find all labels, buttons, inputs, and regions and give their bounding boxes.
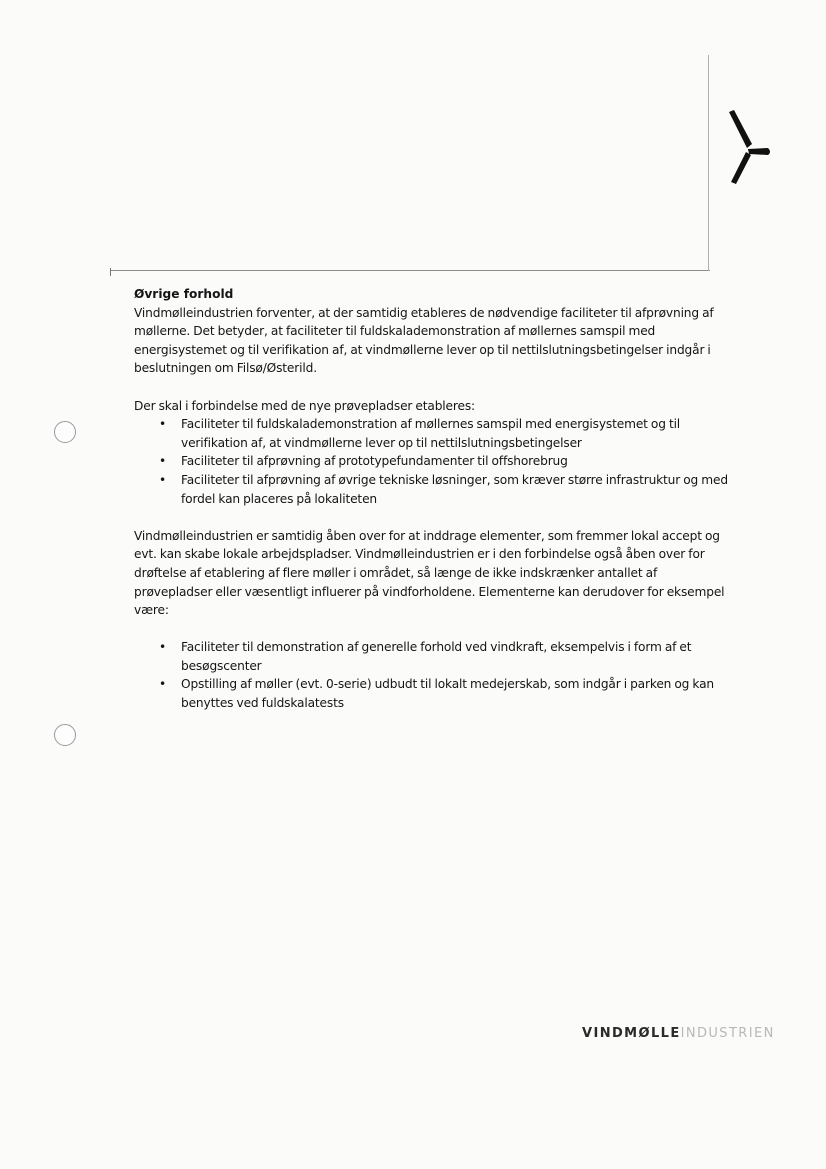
bullet-icon: • [159, 677, 167, 692]
brand-name-strong: VINDMØLLE [582, 1026, 681, 1041]
bullet-icon: • [159, 454, 167, 469]
punch-hole-top [54, 421, 76, 443]
bullet-icon: • [159, 640, 167, 655]
bullet-icon: • [159, 472, 167, 487]
list-item: • Faciliteter til afprøvning af prototypefundamenter til offshorebrug [181, 452, 729, 471]
scan-frame-horizontal-line [110, 270, 710, 271]
facilities-list [134, 415, 729, 508]
scan-frame-tick [110, 268, 111, 276]
section-heading: Øvrige forhold [134, 287, 234, 301]
bullet-icon: • [159, 417, 167, 432]
intro-paragraph: Vindmølleindustrien forventer, at der samtidig etableres de nødvendige faciliteter til afprøvning af møllerne. Det betyder, at faciliteter til fuldskalademonstration af møllernes samspil med energisystemet og til verifikation af, at vindmøllerne lever op til nettilslutningsbetingelser indgår i beslutningen om Filsø/Østerild. [134, 305, 714, 376]
punch-hole-bottom [54, 724, 76, 746]
local-acceptance-paragraph: Vindmølleindustrien er samtidig åben over for at inddrage elementer, som fremmer lokal accept og evt. kan skabe lokale arbejdspladser. Vindmølleindustrien er i den forbindelse også åben over for drøftelse af etablering af flere møller i området, så længe de ikke indskrænker antallet af prøvepladser eller væsentligt influerer på vindforholdene. Elementerne kan derudover for eksempel være: [134, 528, 725, 618]
elements-list [134, 638, 729, 712]
scan-frame-vertical-line [708, 55, 709, 271]
list-item: • Faciliteter til fuldskalademonstration af møllernes samspil med energisystemet og til verifikation af, at vindmøllerne lever op til nettilslutningsbetingelser [159, 417, 681, 450]
list-intro: Der skal i forbindelse med de nye prøvepladser etableres: [134, 398, 475, 413]
document-body [134, 285, 729, 713]
list-item: • Faciliteter til afprøvning af øvrige tekniske løsninger, som kræver større infrastruktur og med fordel kan placeres på lokaliteten [159, 472, 728, 506]
footer-brand-logo [582, 1026, 775, 1041]
list-item: • Opstilling af møller (evt. 0-serie) udbudt til lokalt medejerskab, som indgår i parken og kan benyttes ved fuldskalatests [159, 677, 714, 711]
list-item: • Faciliteter til demonstration af generelle forhold ved vindkraft, eksempelvis i form af et besøgscenter [159, 640, 692, 673]
wind-turbine-rotor-icon [722, 108, 772, 188]
brand-name-light: INDUSTRIEN [680, 1026, 775, 1041]
